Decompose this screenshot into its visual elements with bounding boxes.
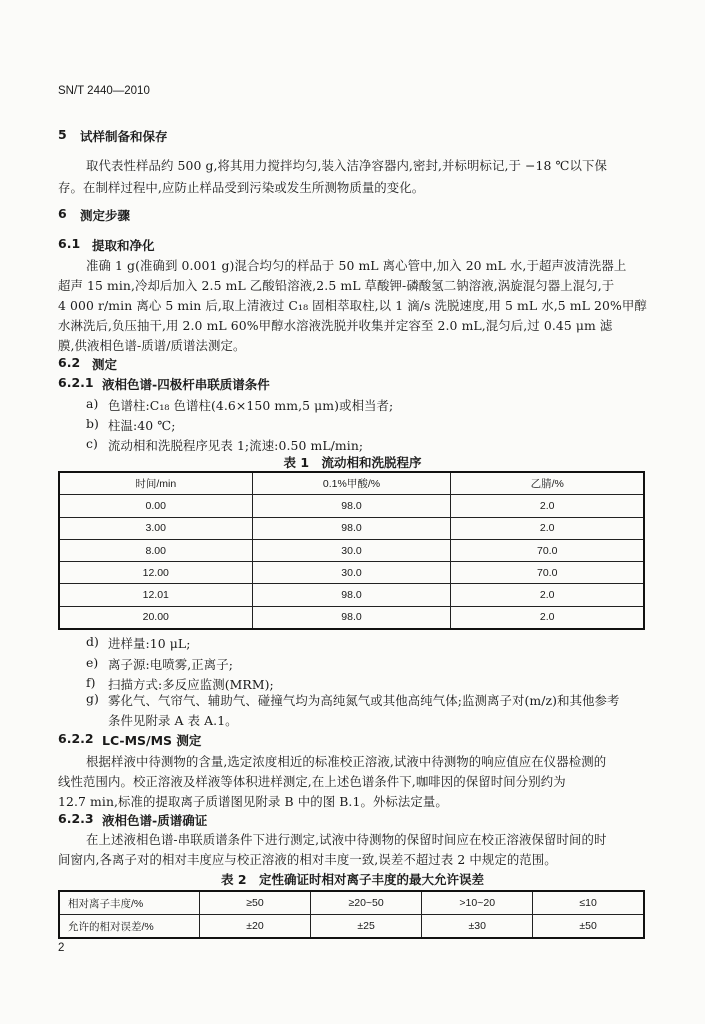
- section-6-2-2-title: LC-MS/MS 测定: [102, 733, 202, 748]
- page-number: 2: [58, 942, 65, 954]
- section-6-2-3-number: 6.2.3: [58, 811, 94, 826]
- table-cell: >10~20: [422, 891, 533, 915]
- list-item-injection-volume: 进样量:10 μL;: [108, 636, 191, 651]
- table-cell: 30.0: [252, 562, 451, 584]
- section-5-text-line: 取代表性样品约 500 g,将其用力搅拌均匀,装入洁净容器内,密封,并标明标记,于 −18 ℃以下保: [86, 158, 607, 173]
- table-cell: 30.0: [252, 539, 451, 561]
- table-row: [59, 891, 644, 915]
- list-item-flow: 流动相和洗脱程序见表 1;流速:0.50 mL/min;: [108, 438, 364, 453]
- list-marker: g): [86, 691, 99, 706]
- table-cell: ±30: [422, 915, 533, 939]
- list-marker: e): [86, 655, 99, 670]
- list-item-temperature: 柱温:40 ℃;: [108, 418, 176, 433]
- section-6-1-title: 提取和净化: [92, 238, 155, 253]
- table-cell: 70.0: [451, 539, 644, 561]
- section-6-1-text-line: 膜,供液相色谱-质谱/质谱法测定。: [58, 338, 246, 353]
- section-6-2-2-text-line: 根据样液中待测物的含量,选定浓度相近的标准校正溶液,试液中待测物的响应值应在仪器检测的: [86, 754, 607, 769]
- table-row: [59, 584, 644, 606]
- list-item-ion-source: 离子源:电喷雾,正离子;: [108, 657, 234, 672]
- table-cell: ±20: [199, 915, 310, 939]
- section-6-1-text-line: 水淋洗后,负压抽干,用 2.0 mL 60%甲醇水溶液洗脱并收集并定容至 2.0 mL,混匀后,过 0.45 μm 滤: [58, 318, 613, 333]
- section-6-1-text-line: 超声 15 min,冷却后加入 2.5 mL 乙酸铅溶液,2.5 mL 草酸钾-磷酸氢二钠溶液,涡旋混匀器上混匀,于: [58, 278, 615, 293]
- section-6-1-text-line: 准确 1 g(准确到 0.001 g)混合均匀的样品于 50 mL 离心管中,加入 20 mL 水,于超声波清洗器上: [86, 258, 627, 273]
- table-header-cell: 0.1%甲酸/%: [252, 472, 451, 495]
- table-row: [59, 562, 644, 584]
- section-6-number: 6: [58, 206, 67, 221]
- list-item-scan-mode: 扫描方式:多反应监测(MRM);: [108, 677, 274, 692]
- section-5-text-line: 存。在制样过程中,应防止样品受到污染或发生所测物质量的变化。: [58, 180, 425, 195]
- table-header-row: [59, 472, 644, 495]
- table-cell: ±50: [533, 915, 644, 939]
- list-marker: f): [86, 675, 96, 690]
- table-row-header: 相对离子丰度/%: [59, 891, 199, 915]
- section-6-2-2-number: 6.2.2: [58, 731, 94, 746]
- section-6-2-title: 测定: [92, 357, 118, 372]
- section-6-2-3-title: 液相色谱-质谱确证: [102, 813, 208, 828]
- table-row: [59, 539, 644, 561]
- table-cell: 12.01: [59, 584, 252, 606]
- table-header-cell: 时间/min: [59, 472, 252, 495]
- table-cell: 98.0: [252, 606, 451, 629]
- table-cell: 20.00: [59, 606, 252, 629]
- table-cell: 2.0: [451, 584, 644, 606]
- table-cell: 2.0: [451, 495, 644, 517]
- section-6-2-3-text-line: 在上述液相色谱-串联质谱条件下进行测定,试液中待测物的保留时间应在校正溶液保留时间的时: [86, 832, 607, 847]
- table-cell: 3.00: [59, 517, 252, 539]
- table-cell: 98.0: [252, 495, 451, 517]
- section-6-2-3-text-line: 间窗内,各离子对的相对丰度应与校正溶液的相对丰度一致,误差不超过表 2 中规定的范围。: [58, 852, 557, 867]
- section-6-2-number: 6.2: [58, 355, 81, 370]
- table-cell: 2.0: [451, 606, 644, 629]
- table-cell: ≥50: [199, 891, 310, 915]
- section-5-number: 5: [58, 127, 67, 142]
- table-row: [59, 915, 644, 939]
- document-id: SN/T 2440—2010: [58, 85, 150, 97]
- list-item-gases-continued: 条件见附录 A 表 A.1。: [108, 713, 238, 728]
- section-6-2-1-number: 6.2.1: [58, 375, 94, 390]
- list-marker: d): [86, 634, 99, 649]
- table-1-caption: 表 1 流动相和洗脱程序: [283, 455, 422, 470]
- section-6-2-2-text-line: 线性范围内。校正溶液及样液等体积进样测定,在上述色谱条件下,咖啡因的保留时间分别约为: [58, 774, 566, 789]
- table-cell: 0.00: [59, 495, 252, 517]
- table-cell: ≤10: [533, 891, 644, 915]
- section-6-title: 测定步骤: [80, 208, 131, 223]
- table-cell: ≥20~50: [311, 891, 422, 915]
- section-6-1-number: 6.1: [58, 236, 81, 251]
- table-cell: 70.0: [451, 562, 644, 584]
- list-item-column: 色谱柱:C₁₈ 色谱柱(4.6×150 mm,5 μm)或相当者;: [108, 398, 394, 413]
- section-5-title: 试样制备和保存: [80, 129, 168, 144]
- table-2-caption: 表 2 定性确证时相对离子丰度的最大允许误差: [220, 872, 485, 887]
- section-6-2-2-text-line: 12.7 min,标准的提取离子质谱图见附录 B 中的图 B.1。外标法定量。: [58, 794, 448, 809]
- list-marker: b): [86, 416, 99, 431]
- table-row: [59, 495, 644, 517]
- list-marker: c): [86, 436, 98, 451]
- table-cell: 2.0: [451, 517, 644, 539]
- table-cell: 98.0: [252, 584, 451, 606]
- table-row-header: 允许的相对误差/%: [59, 915, 199, 939]
- table-1: [58, 471, 645, 630]
- list-marker: a): [86, 396, 99, 411]
- list-item-gases: 雾化气、气帘气、辅助气、碰撞气均为高纯氮气或其他高纯气体;监测离子对(m/z)和其他参考: [108, 693, 620, 708]
- table-row: [59, 517, 644, 539]
- table-cell: ±25: [311, 915, 422, 939]
- section-6-2-1-title: 液相色谱-四极杆串联质谱条件: [102, 377, 270, 392]
- table-cell: 98.0: [252, 517, 451, 539]
- table-header-cell: 乙腈/%: [451, 472, 644, 495]
- table-cell: 8.00: [59, 539, 252, 561]
- table-cell: 12.00: [59, 562, 252, 584]
- table-row: [59, 606, 644, 629]
- section-6-1-text-line: 4 000 r/min 离心 5 min 后,取上清液过 C₁₈ 固相萃取柱,以 1 滴/s 洗脱速度,用 5 mL 水,5 mL 20%甲醇: [58, 298, 647, 313]
- table-2: [58, 890, 645, 939]
